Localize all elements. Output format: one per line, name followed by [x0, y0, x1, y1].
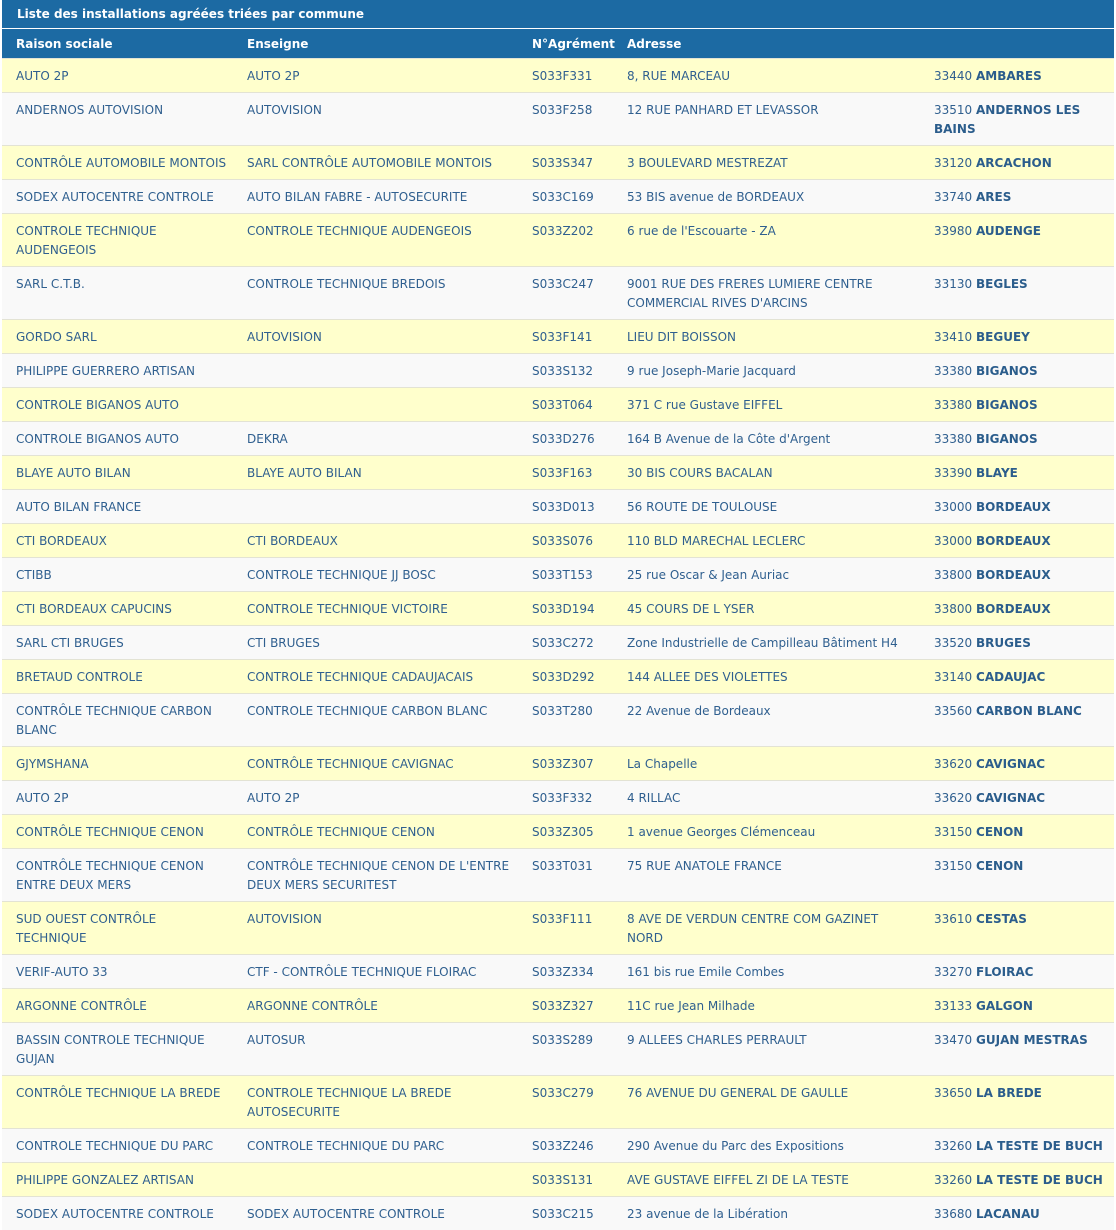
postal-code: 33140 — [934, 670, 972, 684]
cell-agrement: S033Z246 — [518, 1129, 613, 1163]
city-name: GALGON — [976, 999, 1033, 1013]
cell-raison-sociale: VERIF-AUTO 33 — [2, 955, 233, 989]
cell-raison-sociale: CTI BORDEAUX — [2, 524, 233, 558]
cell-agrement: S033T064 — [518, 388, 613, 422]
cell-agrement: S033Z334 — [518, 955, 613, 989]
city-name: CESTAS — [976, 912, 1027, 926]
cell-adresse: 11C rue Jean Milhade — [613, 989, 920, 1023]
cell-agrement: S033D292 — [518, 660, 613, 694]
cell-raison-sociale: AUTO 2P — [2, 59, 233, 93]
cell-adresse: 12 RUE PANHARD ET LEVASSOR — [613, 93, 920, 146]
postal-code: 33260 — [934, 1139, 972, 1153]
cell-commune — [920, 660, 1114, 694]
table-row[interactable] — [2, 558, 1114, 592]
cell-adresse: 30 BIS COURS BACALAN — [613, 456, 920, 490]
table-row[interactable] — [2, 1023, 1114, 1076]
cell-agrement: S033T153 — [518, 558, 613, 592]
postal-code: 33510 — [934, 103, 972, 117]
postal-code: 33120 — [934, 156, 972, 170]
postal-code: 33380 — [934, 398, 972, 412]
cell-enseigne: CONTRÔLE TECHNIQUE CAVIGNAC — [233, 747, 518, 781]
cell-commune — [920, 902, 1114, 955]
panel-title: Liste des installations agréées triées par commune — [2, 0, 1114, 29]
postal-code: 33620 — [934, 757, 972, 771]
cell-agrement: S033D276 — [518, 422, 613, 456]
table-header-row — [2, 29, 1114, 59]
cell-agrement: S033Z202 — [518, 214, 613, 267]
cell-agrement: S033S076 — [518, 524, 613, 558]
cell-commune — [920, 388, 1114, 422]
cell-commune — [920, 490, 1114, 524]
cell-agrement: S033S131 — [518, 1163, 613, 1197]
cell-adresse: LIEU DIT BOISSON — [613, 320, 920, 354]
cell-commune — [920, 1163, 1114, 1197]
cell-agrement: S033T280 — [518, 694, 613, 747]
cell-commune — [920, 1076, 1114, 1129]
cell-agrement: S033T031 — [518, 849, 613, 902]
cell-raison-sociale: CTI BORDEAUX CAPUCINS — [2, 592, 233, 626]
cell-commune — [920, 146, 1114, 180]
cell-agrement: S033F163 — [518, 456, 613, 490]
postal-code: 33980 — [934, 224, 972, 238]
cell-agrement: S033S289 — [518, 1023, 613, 1076]
cell-commune — [920, 694, 1114, 747]
city-name: BEGLES — [976, 277, 1028, 291]
cell-enseigne: CONTRÔLE TECHNIQUE CENON — [233, 815, 518, 849]
cell-raison-sociale: SARL C.T.B. — [2, 267, 233, 320]
city-name: BORDEAUX — [976, 500, 1051, 514]
city-name: CENON — [976, 825, 1023, 839]
table-row[interactable] — [2, 267, 1114, 320]
cell-commune — [920, 781, 1114, 815]
postal-code: 33130 — [934, 277, 972, 291]
cell-enseigne: AUTO 2P — [233, 59, 518, 93]
city-name: CADAUJAC — [976, 670, 1045, 684]
city-name: BORDEAUX — [976, 568, 1051, 582]
cell-agrement: S033Z307 — [518, 747, 613, 781]
cell-commune — [920, 989, 1114, 1023]
cell-raison-sociale: SUD OUEST CONTRÔLE TECHNIQUE — [2, 902, 233, 955]
cell-commune — [920, 1023, 1114, 1076]
postal-code: 33610 — [934, 912, 972, 926]
cell-adresse: 9 rue Joseph-Marie Jacquard — [613, 354, 920, 388]
cell-commune — [920, 747, 1114, 781]
table-body — [2, 59, 1114, 1230]
cell-raison-sociale: CONTRÔLE AUTOMOBILE MONTOIS — [2, 146, 233, 180]
cell-raison-sociale: GORDO SARL — [2, 320, 233, 354]
cell-adresse: 76 AVENUE DU GENERAL DE GAULLE — [613, 1076, 920, 1129]
cell-enseigne: CONTROLE TECHNIQUE BREDOIS — [233, 267, 518, 320]
city-name: AMBARES — [976, 69, 1042, 83]
cell-enseigne — [233, 1163, 518, 1197]
cell-enseigne: CONTROLE TECHNIQUE CARBON BLANC — [233, 694, 518, 747]
city-name: BIGANOS — [976, 432, 1038, 446]
cell-enseigne: ARGONNE CONTRÔLE — [233, 989, 518, 1023]
city-name: ANDERNOS LES BAINS — [934, 103, 1080, 136]
city-name: LA BREDE — [976, 1086, 1042, 1100]
table-row[interactable] — [2, 490, 1114, 524]
cell-raison-sociale: CONTROLE BIGANOS AUTO — [2, 388, 233, 422]
cell-commune — [920, 354, 1114, 388]
table-row[interactable] — [2, 1129, 1114, 1163]
cell-adresse: 23 avenue de la Libération — [613, 1197, 920, 1230]
city-name: GUJAN MESTRAS — [976, 1033, 1088, 1047]
postal-code: 33680 — [934, 1207, 972, 1221]
postal-code: 33560 — [934, 704, 972, 718]
cell-adresse: 22 Avenue de Bordeaux — [613, 694, 920, 747]
cell-adresse: 1 avenue Georges Clémenceau — [613, 815, 920, 849]
city-name: BIGANOS — [976, 398, 1038, 412]
cell-raison-sociale: CTIBB — [2, 558, 233, 592]
cell-commune — [920, 524, 1114, 558]
cell-adresse: AVE GUSTAVE EIFFEL ZI DE LA TESTE — [613, 1163, 920, 1197]
cell-raison-sociale: AUTO BILAN FRANCE — [2, 490, 233, 524]
cell-raison-sociale: CONTROLE TECHNIQUE DU PARC — [2, 1129, 233, 1163]
cell-enseigne: CTI BORDEAUX — [233, 524, 518, 558]
cell-agrement: S033F141 — [518, 320, 613, 354]
cell-commune — [920, 592, 1114, 626]
table-row[interactable] — [2, 694, 1114, 747]
cell-raison-sociale: ARGONNE CONTRÔLE — [2, 989, 233, 1023]
cell-enseigne: BLAYE AUTO BILAN — [233, 456, 518, 490]
cell-commune — [920, 1129, 1114, 1163]
table-row[interactable] — [2, 214, 1114, 267]
cell-enseigne: CTF - CONTRÔLE TECHNIQUE FLOIRAC — [233, 955, 518, 989]
cell-commune — [920, 267, 1114, 320]
cell-adresse: 53 BIS avenue de BORDEAUX — [613, 180, 920, 214]
cell-agrement: S033S347 — [518, 146, 613, 180]
header-commune — [920, 29, 1114, 59]
cell-enseigne — [233, 354, 518, 388]
cell-enseigne: CONTROLE TECHNIQUE VICTOIRE — [233, 592, 518, 626]
cell-raison-sociale: BRETAUD CONTROLE — [2, 660, 233, 694]
city-name: LACANAU — [976, 1207, 1040, 1221]
cell-agrement: S033F111 — [518, 902, 613, 955]
table-row[interactable] — [2, 93, 1114, 146]
postal-code: 33440 — [934, 69, 972, 83]
cell-commune — [920, 59, 1114, 93]
cell-agrement: S033C272 — [518, 626, 613, 660]
cell-enseigne: CONTROLE TECHNIQUE LA BREDE AUTOSECURITE — [233, 1076, 518, 1129]
postal-code: 33133 — [934, 999, 972, 1013]
table-row[interactable] — [2, 456, 1114, 490]
table-row[interactable] — [2, 1197, 1114, 1230]
city-name: BLAYE — [976, 466, 1018, 480]
cell-raison-sociale: SARL CTI BRUGES — [2, 626, 233, 660]
postal-code: 33800 — [934, 602, 972, 616]
cell-raison-sociale: GJYMSHANA — [2, 747, 233, 781]
postal-code: 33470 — [934, 1033, 972, 1047]
table-row[interactable] — [2, 1163, 1114, 1197]
cell-agrement: S033C279 — [518, 1076, 613, 1129]
cell-raison-sociale: SODEX AUTOCENTRE CONTROLE — [2, 1197, 233, 1230]
city-name: ARCACHON — [976, 156, 1052, 170]
cell-adresse: 9 ALLEES CHARLES PERRAULT — [613, 1023, 920, 1076]
cell-enseigne: AUTO BILAN FABRE - AUTOSECURITE — [233, 180, 518, 214]
cell-raison-sociale: PHILIPPE GONZALEZ ARTISAN — [2, 1163, 233, 1197]
table-row[interactable] — [2, 524, 1114, 558]
postal-code: 33800 — [934, 568, 972, 582]
cell-enseigne: CONTRÔLE TECHNIQUE CENON DE L'ENTRE DEUX MERS SECURITEST — [233, 849, 518, 902]
cell-enseigne: AUTOVISION — [233, 320, 518, 354]
table-row[interactable] — [2, 320, 1114, 354]
cell-agrement: S033Z305 — [518, 815, 613, 849]
cell-adresse: 25 rue Oscar & Jean Auriac — [613, 558, 920, 592]
cell-adresse: 8, RUE MARCEAU — [613, 59, 920, 93]
cell-adresse: 164 B Avenue de la Côte d'Argent — [613, 422, 920, 456]
cell-enseigne — [233, 388, 518, 422]
table-row[interactable] — [2, 955, 1114, 989]
postal-code: 33000 — [934, 534, 972, 548]
city-name: BORDEAUX — [976, 602, 1051, 616]
cell-adresse: 290 Avenue du Parc des Expositions — [613, 1129, 920, 1163]
cell-adresse: 75 RUE ANATOLE FRANCE — [613, 849, 920, 902]
postal-code: 33740 — [934, 190, 972, 204]
table-row[interactable] — [2, 422, 1114, 456]
cell-commune — [920, 320, 1114, 354]
cell-adresse: 3 BOULEVARD MESTREZAT — [613, 146, 920, 180]
cell-enseigne — [233, 490, 518, 524]
postal-code: 33620 — [934, 791, 972, 805]
table-row[interactable] — [2, 747, 1114, 781]
city-name: AUDENGE — [976, 224, 1041, 238]
cell-enseigne: CONTROLE TECHNIQUE AUDENGEOIS — [233, 214, 518, 267]
cell-adresse: Zone Industrielle de Campilleau Bâtiment H4 — [613, 626, 920, 660]
postal-code: 33260 — [934, 1173, 972, 1187]
city-name: FLOIRAC — [976, 965, 1033, 979]
cell-enseigne: CTI BRUGES — [233, 626, 518, 660]
cell-raison-sociale: CONTROLE TECHNIQUE AUDENGEOIS — [2, 214, 233, 267]
cell-agrement: S033F258 — [518, 93, 613, 146]
cell-agrement: S033F332 — [518, 781, 613, 815]
cell-commune — [920, 214, 1114, 267]
installations-panel — [2, 0, 1114, 1230]
cell-adresse: 6 rue de l'Escouarte - ZA — [613, 214, 920, 267]
postal-code: 33380 — [934, 364, 972, 378]
cell-agrement: S033S132 — [518, 354, 613, 388]
cell-adresse: 45 COURS DE L YSER — [613, 592, 920, 626]
city-name: CAVIGNAC — [976, 757, 1045, 771]
table-row[interactable] — [2, 989, 1114, 1023]
cell-enseigne: DEKRA — [233, 422, 518, 456]
table-row[interactable] — [2, 1076, 1114, 1129]
cell-commune — [920, 955, 1114, 989]
cell-agrement: S033D013 — [518, 490, 613, 524]
cell-enseigne: CONTROLE TECHNIQUE JJ BOSC — [233, 558, 518, 592]
cell-adresse: 144 ALLEE DES VIOLETTES — [613, 660, 920, 694]
postal-code: 33270 — [934, 965, 972, 979]
cell-raison-sociale: BASSIN CONTROLE TECHNIQUE GUJAN — [2, 1023, 233, 1076]
header-raison-sociale[interactable]: Raison sociale — [2, 29, 233, 59]
table-row[interactable] — [2, 781, 1114, 815]
city-name: CAVIGNAC — [976, 791, 1045, 805]
city-name: CENON — [976, 859, 1023, 873]
cell-raison-sociale: AUTO 2P — [2, 781, 233, 815]
city-name: BEGUEY — [976, 330, 1030, 344]
city-name: LA TESTE DE BUCH — [976, 1139, 1103, 1153]
cell-agrement: S033C247 — [518, 267, 613, 320]
cell-enseigne: SODEX AUTOCENTRE CONTROLE — [233, 1197, 518, 1230]
cell-enseigne: CONTROLE TECHNIQUE CADAUJACAIS — [233, 660, 518, 694]
table-row[interactable] — [2, 592, 1114, 626]
table-row[interactable] — [2, 388, 1114, 422]
cell-enseigne: AUTOVISION — [233, 93, 518, 146]
cell-raison-sociale: CONTRÔLE TECHNIQUE CENON ENTRE DEUX MERS — [2, 849, 233, 902]
cell-adresse: La Chapelle — [613, 747, 920, 781]
table-row[interactable] — [2, 660, 1114, 694]
cell-adresse: 371 C rue Gustave EIFFEL — [613, 388, 920, 422]
cell-commune — [920, 626, 1114, 660]
cell-commune — [920, 1197, 1114, 1230]
city-name: ARES — [976, 190, 1011, 204]
cell-commune — [920, 558, 1114, 592]
cell-adresse: 8 AVE DE VERDUN CENTRE COM GAZINET NORD — [613, 902, 920, 955]
cell-raison-sociale: BLAYE AUTO BILAN — [2, 456, 233, 490]
postal-code: 33410 — [934, 330, 972, 344]
postal-code: 33150 — [934, 825, 972, 839]
cell-adresse: 9001 RUE DES FRERES LUMIERE CENTRE COMMERCIAL RIVES D'ARCINS — [613, 267, 920, 320]
table-row[interactable] — [2, 146, 1114, 180]
city-name: BIGANOS — [976, 364, 1038, 378]
cell-raison-sociale: CONTRÔLE TECHNIQUE LA BREDE — [2, 1076, 233, 1129]
table-row[interactable] — [2, 626, 1114, 660]
cell-commune — [920, 422, 1114, 456]
cell-enseigne: AUTO 2P — [233, 781, 518, 815]
cell-commune — [920, 456, 1114, 490]
cell-adresse: 161 bis rue Emile Combes — [613, 955, 920, 989]
postal-code: 33650 — [934, 1086, 972, 1100]
cell-agrement: S033C169 — [518, 180, 613, 214]
city-name: BRUGES — [976, 636, 1031, 650]
cell-enseigne: SARL CONTRÔLE AUTOMOBILE MONTOIS — [233, 146, 518, 180]
cell-commune — [920, 93, 1114, 146]
table-row[interactable] — [2, 815, 1114, 849]
header-adresse[interactable]: Adresse — [613, 29, 920, 59]
table-row[interactable] — [2, 180, 1114, 214]
cell-enseigne: AUTOVISION — [233, 902, 518, 955]
cell-enseigne: CONTROLE TECHNIQUE DU PARC — [233, 1129, 518, 1163]
city-name: CARBON BLANC — [976, 704, 1082, 718]
table-row[interactable] — [2, 354, 1114, 388]
cell-agrement: S033Z327 — [518, 989, 613, 1023]
cell-agrement: S033D194 — [518, 592, 613, 626]
postal-code: 33150 — [934, 859, 972, 873]
cell-commune — [920, 815, 1114, 849]
cell-commune — [920, 849, 1114, 902]
cell-enseigne: AUTOSUR — [233, 1023, 518, 1076]
cell-adresse: 110 BLD MARECHAL LECLERC — [613, 524, 920, 558]
postal-code: 33380 — [934, 432, 972, 446]
cell-raison-sociale: CONTROLE BIGANOS AUTO — [2, 422, 233, 456]
header-agrement[interactable]: N°Agrément — [518, 29, 613, 59]
table-row[interactable] — [2, 902, 1114, 955]
cell-adresse: 56 ROUTE DE TOULOUSE — [613, 490, 920, 524]
cell-commune — [920, 180, 1114, 214]
cell-raison-sociale: CONTRÔLE TECHNIQUE CENON — [2, 815, 233, 849]
postal-code: 33000 — [934, 500, 972, 514]
city-name: BORDEAUX — [976, 534, 1051, 548]
cell-raison-sociale: ANDERNOS AUTOVISION — [2, 93, 233, 146]
cell-raison-sociale: PHILIPPE GUERRERO ARTISAN — [2, 354, 233, 388]
cell-adresse: 4 RILLAC — [613, 781, 920, 815]
cell-agrement: S033F331 — [518, 59, 613, 93]
cell-agrement: S033C215 — [518, 1197, 613, 1230]
table-row[interactable] — [2, 849, 1114, 902]
cell-raison-sociale: CONTRÔLE TECHNIQUE CARBON BLANC — [2, 694, 233, 747]
postal-code: 33520 — [934, 636, 972, 650]
city-name: LA TESTE DE BUCH — [976, 1173, 1103, 1187]
cell-raison-sociale: SODEX AUTOCENTRE CONTROLE — [2, 180, 233, 214]
postal-code: 33390 — [934, 466, 972, 480]
table-row[interactable] — [2, 59, 1114, 93]
installations-table — [2, 29, 1114, 1230]
header-enseigne[interactable]: Enseigne — [233, 29, 518, 59]
